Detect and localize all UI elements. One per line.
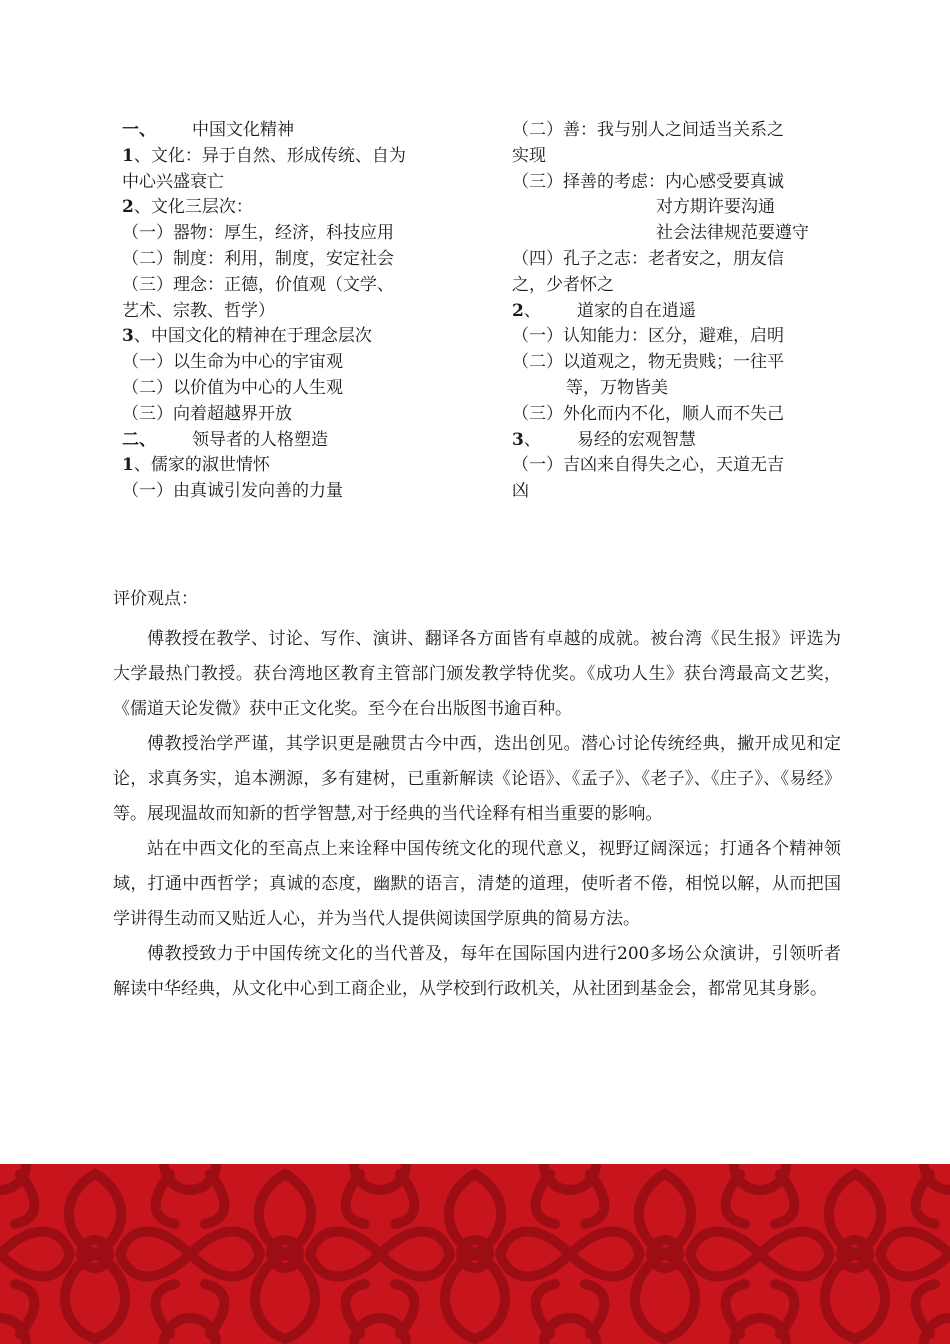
evaluation-paragraph: 站在中西文化的至高点上来诠释中国传统文化的现代意义，视野辽阔深远；打通各个精神领域，打通中西哲学；真诚的态度，幽默的语言，清楚的道理，使听者不倦，相悦以解，从而把国学讲得生动而又贴近人心，并为当代人提供阅读国学原典的简易方法。 — [113, 839, 841, 929]
outline-line — [122, 195, 452, 221]
outline-text: （二）以道观之，物无贵贱；一往平 — [512, 352, 784, 373]
outline-text: （一）由真诚引发向善的力量 — [122, 481, 343, 502]
outline-line — [122, 402, 452, 428]
outline-text: 对方期许要沟通 — [656, 197, 775, 218]
outline-line — [512, 376, 842, 402]
outline-line — [512, 428, 842, 454]
outline-line — [122, 118, 452, 144]
outline-line — [122, 453, 452, 479]
outline-line — [512, 247, 842, 273]
outline-line — [512, 324, 842, 350]
outline-right-column — [512, 118, 842, 505]
outline-text: 领导者的人格塑造 — [192, 429, 328, 450]
outline-heading-text: 道家的自在逍遥 — [576, 300, 696, 321]
outline-number: 一、 — [122, 120, 156, 140]
outline-number: 2 — [122, 197, 134, 218]
outline-text: 、 — [523, 300, 541, 321]
outline-line — [512, 118, 842, 144]
outline-number: 1 — [122, 455, 134, 476]
outline-columns — [0, 118, 950, 508]
outline-text: （一）器物：厚生，经济，科技应用 — [122, 223, 394, 244]
outline-text: 之，少者怀之 — [512, 274, 614, 295]
outline-text: （三）外化而内不化，顺人而不失己 — [512, 403, 784, 424]
outline-number: 3 — [122, 326, 134, 347]
outline-line — [122, 273, 452, 299]
outline-text: （三）择善的考虑：内心感受要真诚 — [512, 171, 784, 192]
outline-text: （三）理念：正德，价值观（文学、 — [122, 274, 394, 295]
decorative-footer-band — [0, 1164, 950, 1344]
outline-line — [122, 479, 452, 505]
evaluation-paragraph: 傅教授致力于中国传统文化的当代普及，每年在国际国内进行200多场公众演讲，引领听者解读中华经典，从文化中心到工商企业，从学校到行政机关，从社团到基金会，都常见其身影。 — [113, 944, 841, 999]
outline-text: （一）吉凶来自得失之心，天道无吉 — [512, 455, 784, 476]
outline-text: 、中国文化的精神在于理念层次 — [133, 326, 372, 347]
outline-text: （二）制度：利用，制度，安定社会 — [122, 248, 394, 269]
outline-line — [122, 144, 452, 170]
evaluation-paragraph: 傅教授治学严谨，其学识更是融贯古今中西，迭出创见。潜心讨论传统经典，撇开成见和定论，求真务实，追本溯源，多有建树，已重新解读《论语》、《孟子》、《老子》、《庄子》、《易经》等。展现温故而知新的哲学智慧,对于经典的当代诠释有相当重要的影响。 — [113, 734, 841, 824]
outline-line — [122, 350, 452, 376]
outline-line — [512, 195, 842, 221]
outline-text: 、 — [523, 429, 541, 450]
outline-line — [512, 453, 842, 479]
outline-line — [512, 402, 842, 428]
outline-line — [512, 273, 842, 299]
outline-text: （二）以价值为中心的人生观 — [122, 377, 343, 398]
outline-line — [512, 170, 842, 196]
outline-number: 二、 — [122, 429, 156, 450]
outline-text: （一）认知能力：区分，避难，启明 — [512, 326, 784, 347]
outline-line — [512, 144, 842, 170]
outline-line — [512, 479, 842, 505]
outline-text: 凶 — [512, 481, 529, 502]
outline-number: 1 — [122, 145, 134, 166]
outline-text: 实现 — [512, 145, 546, 166]
outline-text: 社会法律规范要遵守 — [656, 223, 809, 244]
outline-text: （二）善：我与别人之间适当关系之 — [512, 120, 784, 140]
outline-number: 2 — [512, 300, 524, 321]
evaluation-title: 评价观点： — [113, 589, 198, 609]
outline-line — [512, 350, 842, 376]
outline-text: 、文化三层次： — [133, 197, 253, 218]
outline-text: 中心兴盛衰亡 — [122, 171, 224, 192]
outline-text: 、文化：异于自然、形成传统、自为 — [133, 145, 406, 166]
outline-text: （一）以生命为中心的宇宙观 — [122, 352, 343, 373]
outline-left-column — [122, 118, 452, 505]
damask-pattern — [0, 1164, 950, 1344]
outline-line — [512, 299, 842, 325]
outline-line — [122, 376, 452, 402]
outline-line — [122, 221, 452, 247]
outline-text: （三）向着超越界开放 — [122, 403, 292, 424]
outline-text: 、儒家的淑世情怀 — [133, 455, 270, 476]
outline-text: 艺术、宗教、哲学） — [122, 300, 275, 321]
outline-text: （四）孔子之志：老者安之，朋友信 — [512, 248, 784, 269]
outline-text: 中国文化精神 — [192, 120, 294, 140]
outline-line — [122, 170, 452, 196]
outline-line — [122, 324, 452, 350]
evaluation-section — [113, 586, 841, 1007]
outline-text: 等，万物皆美 — [566, 377, 668, 398]
outline-line — [122, 299, 452, 325]
outline-line — [122, 247, 452, 273]
outline-line — [512, 221, 842, 247]
outline-heading-text: 易经的宏观智慧 — [576, 429, 696, 450]
evaluation-paragraph: 傅教授在教学、讨论、写作、演讲、翻译各方面皆有卓越的成就。被台湾《民生报》评选为大学最热门教授。获台湾地区教育主管部门颁发教学特优奖。《成功人生》获台湾最高文艺奖，《儒道天论发微》获中正文化奖。至今在台出版图书逾百种。 — [113, 629, 841, 719]
outline-line — [122, 428, 452, 454]
outline-number: 3 — [512, 429, 524, 450]
